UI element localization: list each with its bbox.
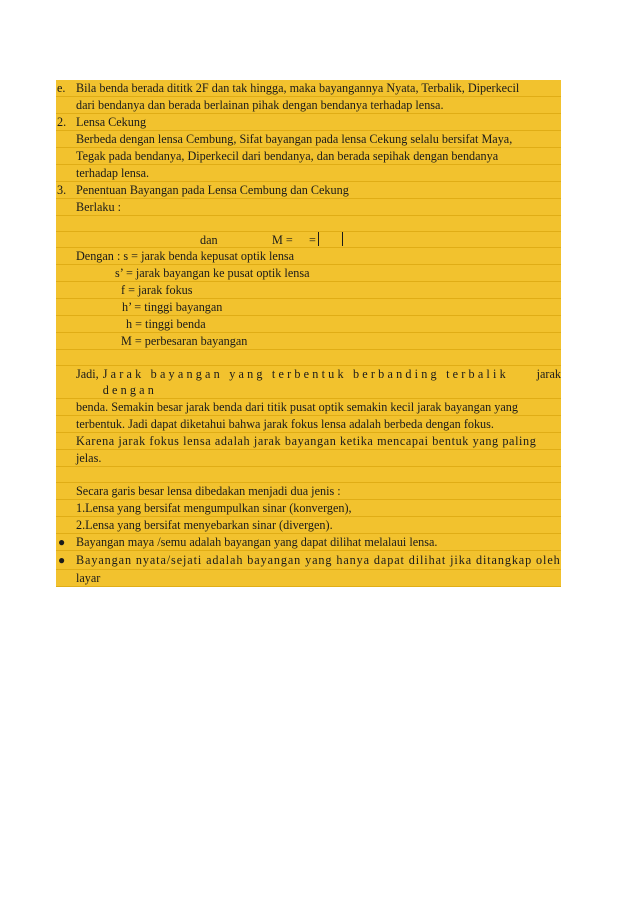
secara-intro: Secara garis besar lensa dibedakan menjadi dua jenis : [76, 484, 341, 498]
jadi-line [56, 433, 561, 450]
bullet-text-cont: layar [76, 571, 101, 585]
bullet-row-nyata-cont [56, 570, 561, 587]
item-2-marker: 2. [57, 115, 67, 129]
item-e-line2 [56, 97, 561, 114]
jadi-line1 [56, 366, 561, 399]
item-2-body-line [56, 148, 561, 165]
formula-eq: = [309, 233, 316, 247]
item-2-title-row [56, 114, 561, 131]
blank-row [56, 216, 561, 232]
item-3-marker: 3. [57, 183, 67, 197]
item-e-text: Bila benda berada dititk 2F dan tak hingga, maka bayangannya Nyata, Terbalik, Diperkecil [76, 81, 520, 95]
dengan-prefix: Dengan : [76, 249, 121, 263]
jadi-text: Karena jarak fokus lensa adalah jarak bayangan ketika mencapai bentuk yang paling [76, 434, 537, 448]
item-2-body-text: Berbeda dengan lensa Cembung, Sifat bayangan pada lensa Cekung selalu bersifat Maya, [76, 132, 513, 146]
jadi-text: jelas. [76, 451, 102, 465]
item-e-line1 [56, 80, 561, 97]
berlaku-row [56, 199, 561, 216]
jadi-line [56, 416, 561, 433]
item-2-body-text: terhadap lensa. [76, 166, 150, 180]
blank-row [56, 467, 561, 483]
jadi-spaced-text: Jarak bayangan yang terbentuk berbanding terbalik dengan [102, 367, 509, 397]
bullet-text: Bayangan maya /semu adalah bayangan yang dapat dilihat melalaui lensa. [76, 535, 438, 549]
definition-item: h’ = tinggi bayangan [122, 300, 223, 314]
lens-type-item: 1.Lensa yang bersifat mengumpulkan sinar (konvergen), [76, 501, 352, 515]
formula-row [56, 232, 561, 248]
secara-intro-row [56, 483, 561, 500]
definition-row [56, 282, 561, 299]
item-2-body-line [56, 131, 561, 148]
jadi-line [56, 399, 561, 416]
definition-row [56, 316, 561, 333]
formula-dan: dan [200, 233, 218, 247]
document-page [56, 80, 561, 587]
item-3-title: Penentuan Bayangan pada Lensa Cembung dan Cekung [76, 183, 349, 197]
item-2-title: Lensa Cekung [76, 115, 147, 129]
bullet-text: Bayangan nyata/sejati adalah bayangan yang hanya dapat dilihat jika ditangkap oleh [76, 553, 561, 567]
jadi-line [56, 450, 561, 467]
item-2-body-line [56, 165, 561, 182]
item-3-title-row [56, 182, 561, 199]
bullet-row-maya [56, 534, 561, 551]
bullet-icon: ● [58, 535, 66, 549]
definition-item: f = jarak fokus [121, 283, 193, 297]
dengan-row [56, 248, 561, 265]
item-e-text-cont: dari bendanya dan berada berlainan pihak dengan bendanya terhadap lensa. [76, 98, 444, 112]
item-2-body-text: Tegak pada bendanya, Diperkecil dari bendanya, dan berada sepihak dengan bendanya [76, 149, 499, 163]
definition-item: s = jarak benda kepusat optik lensa [123, 249, 295, 263]
bullet-row-nyata [56, 551, 561, 570]
lens-type-item: 2.Lensa yang bersifat menyebarkan sinar (divergen). [76, 518, 333, 532]
lens-type-row [56, 500, 561, 517]
formula-m: M = [272, 233, 293, 247]
definition-row [56, 333, 561, 350]
definition-row [56, 299, 561, 316]
definition-item: M = perbesaran bayangan [121, 334, 248, 348]
bullet-icon: ● [58, 553, 66, 567]
jadi-text: terbentuk. Jadi dapat diketahui bahwa jarak fokus lensa adalah berbeda dengan fokus. [76, 417, 494, 431]
item-e-marker: e. [57, 81, 66, 95]
blank-row [56, 350, 561, 366]
jadi-suffix: jarak [536, 367, 561, 381]
definition-item: s’ = jarak bayangan ke pusat optik lensa [115, 266, 310, 280]
jadi-prefix: Jadi, [76, 367, 99, 381]
definition-row [56, 265, 561, 282]
definition-item: h = tinggi benda [126, 317, 206, 331]
jadi-text: benda. Semakin besar jarak benda dari titik pusat optik semakin kecil jarak bayangan yang [76, 400, 518, 414]
lens-type-row [56, 517, 561, 534]
berlaku-label: Berlaku : [76, 200, 122, 214]
